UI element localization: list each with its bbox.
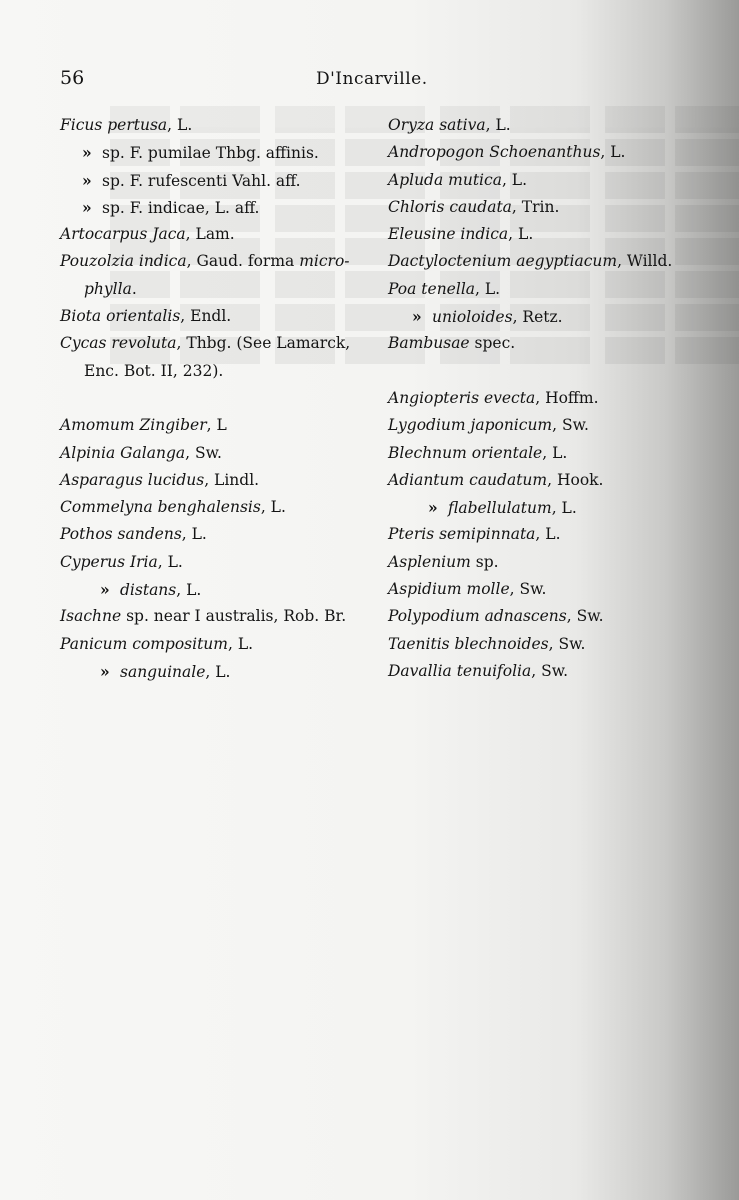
authority-text: , L. — [508, 225, 534, 244]
taxon-name: Artocarpus Jaca — [60, 225, 186, 244]
species-entry — [60, 549, 380, 576]
authority-text: , L. — [475, 279, 501, 298]
species-entry — [388, 276, 708, 303]
taxon-name: Taenitis blechnoides — [388, 634, 549, 653]
species-entry — [388, 521, 708, 548]
species-entry — [388, 194, 708, 221]
taxon-name: Blechnum orientale — [388, 443, 543, 462]
taxon-name: Panicum compositum — [60, 634, 228, 653]
authority-text: sp. near I australis, Rob. Br. — [121, 607, 347, 626]
taxon-name: Pteris semipinnata — [388, 525, 536, 544]
species-entry — [60, 631, 380, 658]
species-entry — [60, 167, 380, 194]
authority-text: , L. — [600, 143, 626, 162]
taxon-name: Lygodium japonicum — [388, 416, 553, 435]
authority-text: , Lindl. — [204, 470, 260, 489]
ditto-mark: » — [428, 498, 438, 518]
species-entry — [60, 112, 380, 139]
authority-text: , Hoffm. — [535, 388, 599, 407]
blank-line — [388, 358, 708, 385]
taxon-name: Davallia tenuifolia — [388, 661, 532, 680]
species-entry — [388, 658, 708, 685]
taxon-name: micro- — [299, 252, 350, 271]
species-entry — [60, 603, 380, 630]
species-entry — [60, 440, 380, 467]
taxon-name: sanguinale — [120, 662, 206, 681]
species-entry — [60, 576, 380, 603]
taxon-name: phylla — [84, 279, 132, 298]
authority-text: , Sw. — [548, 634, 586, 653]
species-entry — [60, 303, 380, 330]
authority-text: , Sw. — [531, 661, 569, 680]
authority-text: , L. — [167, 116, 193, 134]
species-entry — [388, 167, 708, 194]
taxon-name: distans — [120, 581, 177, 600]
authority-text: , L — [206, 416, 227, 435]
species-entry — [60, 248, 380, 275]
ditto-mark: » — [100, 580, 110, 600]
authority-text: , L. — [157, 552, 183, 571]
taxon-name: Pouzolzia indica — [60, 252, 187, 271]
species-entry — [60, 494, 380, 521]
authority-text: , Endl. — [180, 307, 232, 326]
taxon-name: Angiopteris evecta — [388, 388, 536, 407]
authority-text: Enc. Bot. II, 232). — [84, 361, 224, 380]
taxon-name: Pothos sandens — [60, 525, 182, 544]
authority-text: , Trin. — [511, 197, 560, 216]
species-entry — [388, 494, 708, 521]
species-entry — [60, 658, 380, 685]
species-entry — [388, 112, 708, 139]
authority-text: , L. — [228, 634, 254, 653]
taxon-name: flabellulatum — [448, 499, 552, 518]
species-entry — [388, 330, 708, 357]
ditto-mark: » — [412, 307, 422, 327]
taxon-name: Andropogon Schoenanthus — [388, 143, 601, 162]
authority-text: spec. — [469, 334, 516, 353]
species-entry — [388, 139, 708, 166]
taxon-name: Chloris caudata — [388, 197, 512, 216]
species-entry — [60, 194, 380, 221]
species-entry — [60, 467, 380, 494]
authority-text: . — [131, 279, 137, 298]
authority-text: , L. — [176, 581, 202, 600]
authority-text: , Sw. — [566, 607, 604, 626]
authority-text: , L. — [535, 525, 561, 544]
species-entry — [388, 631, 708, 658]
species-entry — [388, 603, 708, 630]
taxon-name: Apluda mutica — [388, 170, 502, 189]
species-entry — [388, 576, 708, 603]
authority-text: , Gaud. forma — [186, 252, 300, 271]
taxon-name: Cycas revoluta — [60, 334, 177, 353]
taxon-name: Oryza sativa — [388, 116, 486, 134]
blank-line — [60, 385, 380, 412]
authority-text: , L. — [551, 499, 577, 518]
authority-text: , Sw. — [185, 443, 222, 462]
taxon-name: Eleusine indica — [388, 225, 509, 244]
taxon-name: Asparagus lucidus — [60, 470, 205, 489]
authority-text: sp. F. indicae, L. aff. — [102, 198, 260, 217]
species-entry — [60, 521, 380, 548]
taxon-name: Biota orientalis — [60, 307, 181, 326]
authority-text: , L. — [501, 170, 528, 189]
authority-text: , Retz. — [512, 308, 563, 327]
left-column — [60, 112, 380, 685]
authority-text: , Sw. — [509, 580, 547, 599]
authority-text: sp. F. pumilae Thbg. affinis. — [102, 144, 319, 163]
taxon-name: Cyperus Iria — [60, 552, 158, 571]
taxon-name: Alpinia Galanga — [60, 443, 186, 462]
species-entry — [60, 221, 380, 248]
species-entry — [388, 412, 708, 439]
taxon-name: Isachne — [60, 607, 122, 626]
authority-text: , Sw. — [552, 416, 589, 435]
species-entry — [388, 549, 708, 576]
species-entry — [388, 248, 708, 275]
taxon-name: Polypodium adnascens — [388, 607, 567, 626]
authority-text: , Thbg. (See Lamarck, — [176, 334, 351, 353]
species-entry — [60, 412, 380, 439]
authority-text: , L. — [205, 662, 231, 681]
species-entry — [388, 221, 708, 248]
authority-text: sp. — [470, 552, 499, 571]
species-entry — [388, 440, 708, 467]
authority-text: , L. — [260, 498, 286, 517]
taxon-name: unioloides — [432, 308, 513, 327]
ditto-mark: » — [82, 170, 92, 190]
authority-text: , Willd. — [617, 252, 673, 271]
taxon-name: Asplenium — [388, 552, 471, 571]
authority-text: sp. F. rufescenti Vahl. aff. — [102, 171, 301, 190]
taxon-name: Ficus pertusa — [60, 116, 168, 134]
ditto-mark: » — [82, 143, 92, 163]
species-entry — [60, 330, 380, 357]
taxon-name: Bambusae — [388, 334, 470, 353]
ditto-mark: » — [82, 197, 92, 217]
authority-text: , Hook. — [547, 470, 604, 489]
taxon-name: Dactyloctenium aegyptiacum — [388, 252, 618, 271]
taxon-name: Adiantum caudatum — [388, 470, 548, 489]
taxon-name: Aspidium molle — [388, 580, 510, 599]
running-head: D'Incarville. — [316, 69, 428, 89]
species-entry — [60, 358, 380, 385]
authority-text: , L. — [181, 525, 207, 544]
ditto-mark: » — [100, 661, 110, 681]
species-entry — [60, 139, 380, 166]
species-entry — [388, 303, 708, 330]
species-entry — [60, 276, 380, 303]
right-column — [388, 112, 708, 685]
species-entry — [388, 385, 708, 412]
taxon-name: Poa tenella — [388, 279, 476, 298]
authority-text: , L. — [542, 443, 568, 462]
authority-text: , Lam. — [185, 225, 235, 244]
taxon-name: Amomum Zingiber — [60, 416, 207, 435]
authority-text: , L. — [485, 116, 511, 134]
page-number: 56 — [60, 67, 85, 89]
taxon-name: Commelyna benghalensis — [60, 498, 261, 517]
species-entry — [388, 467, 708, 494]
